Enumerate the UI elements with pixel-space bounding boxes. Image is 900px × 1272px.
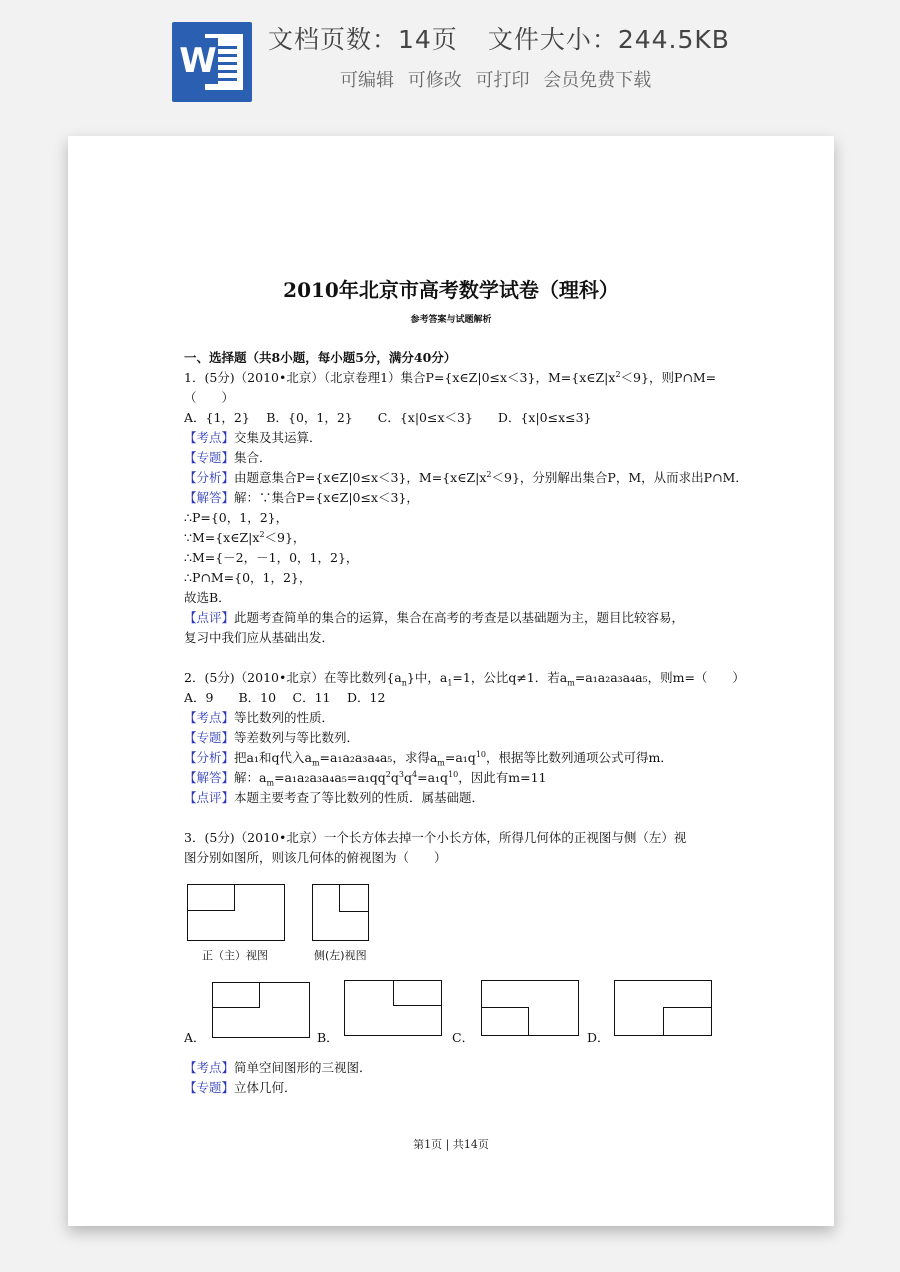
q1-jieda: 【解答】解：∵集合P={x∈Z|0≤x＜3}， bbox=[184, 490, 419, 505]
q3-stem: 3．(5分)（2010•北京）一个长方体去掉一个小长方体，所得几何体的正视图与侧（左）视 bbox=[184, 830, 687, 845]
tag-zhuanti: 【专题】 bbox=[184, 1080, 235, 1095]
q2-options: A．9 B．10 C．11 D．12 bbox=[184, 690, 386, 705]
option-d-figure bbox=[614, 980, 712, 1036]
tag-fenxi: 【分析】 bbox=[184, 470, 235, 485]
feature-modifiable: 可修改 bbox=[407, 70, 462, 91]
doc-title: 2010年北京市高考数学试卷（理科） bbox=[283, 278, 619, 302]
q1-dianping-cont: 复习中我们应从基础出发． bbox=[184, 630, 335, 645]
tag-jieda: 【解答】 bbox=[184, 770, 235, 785]
tag-jieda: 【解答】 bbox=[184, 490, 235, 505]
tag-fenxi: 【分析】 bbox=[184, 750, 235, 765]
q1-stem-cont: （ ） bbox=[184, 390, 235, 405]
tag-kaodian: 【考点】 bbox=[184, 430, 235, 445]
q2-fenxi: 【分析】把a₁和q代入$a_m=a_1a_2a_3a_4a_5$，求得$a_m=a_1q^{10}$，根据等比数列通项公式可得m． bbox=[184, 749, 673, 768]
feature-printable: 可打印 bbox=[475, 70, 530, 91]
front-view-label: 正（主）视图 bbox=[202, 949, 268, 962]
document-page bbox=[68, 136, 834, 1226]
option-a-figure bbox=[212, 982, 310, 1038]
tag-dianping: 【点评】 bbox=[184, 790, 235, 805]
feature-member-download: 会员免费下载 bbox=[543, 70, 652, 91]
q1-step1: ∴P={0，1，2}， bbox=[184, 510, 289, 525]
option-d-label: D． bbox=[587, 1030, 610, 1045]
tag-dianping: 【点评】 bbox=[184, 610, 235, 625]
q1-step3: ∴M={－2，－1，0，1，2}， bbox=[184, 550, 359, 565]
q2-dianping: 【点评】本题主要考查了等比数列的性质．属基础题． bbox=[184, 790, 485, 805]
document-info bbox=[268, 20, 730, 56]
q2-stem: 2．(5分)（2010•北京）在等比数列$\{a_n\}$中，$a_1=1$，公比q≠1．若$a_m=a_1a_2a_3a_4a_5$，则m=（ ） bbox=[184, 670, 745, 688]
side-view-figure bbox=[312, 884, 369, 941]
q2-kaodian: 【考点】等比数列的性质． bbox=[184, 710, 335, 725]
option-c-label: C． bbox=[452, 1030, 475, 1045]
q3-stem-cont: 图分别如图所，则该几何体的俯视图为（ ） bbox=[184, 850, 447, 865]
section-heading: 一、选择题（共8小题，每小题5分，满分40分） bbox=[184, 350, 457, 365]
option-c-figure bbox=[481, 980, 579, 1036]
page-footer: 第1页 | 共14页 bbox=[413, 1138, 489, 1151]
option-b-figure bbox=[344, 980, 442, 1036]
word-document-icon bbox=[172, 22, 252, 102]
tag-zhuanti: 【专题】 bbox=[184, 730, 235, 745]
q1-zhuanti: 【专题】集合． bbox=[184, 450, 272, 465]
q1-stem: 1．(5分)（2010•北京）（北京卷理1）集合P={x∈Z|0≤x＜3}，$M=\{x\in Z|x^2<9\}$，则P∩M= bbox=[184, 369, 717, 385]
side-view-label: 侧(左)视图 bbox=[314, 949, 367, 962]
doc-content bbox=[184, 348, 748, 1098]
q1-dianping: 【点评】此题考查简单的集合的运算，集合在高考的考查是以基础题为主，题目比较容易， bbox=[184, 610, 685, 625]
feature-list bbox=[340, 66, 659, 92]
q2-zhuanti: 【专题】等差数列与等比数列． bbox=[184, 730, 360, 745]
feature-editable: 可编辑 bbox=[340, 70, 394, 91]
file-size: 文件大小：244.5KB bbox=[487, 25, 730, 54]
q1-kaodian: 【考点】交集及其运算． bbox=[184, 430, 322, 445]
q1-step5: 故选B． bbox=[184, 590, 231, 605]
front-view-figure bbox=[187, 884, 285, 941]
q2-jieda: 【解答】解：$a_m=a_1a_2a_3a_4a_5=a_1qq^2q^3q^4=a_1q^{10}$，因此有m=11 bbox=[184, 769, 547, 788]
q3-figures bbox=[184, 868, 724, 1058]
header-banner bbox=[0, 0, 900, 120]
q1-step4: ∴P∩M={0，1，2}， bbox=[184, 570, 312, 585]
doc-subtitle: 参考答案与试题解析 bbox=[410, 315, 492, 325]
page-count: 文档页数：14页 bbox=[268, 25, 458, 54]
q3-kaodian: 【考点】简单空间图形的三视图． bbox=[184, 1060, 372, 1075]
tag-kaodian: 【考点】 bbox=[184, 710, 235, 725]
option-a-label: A． bbox=[184, 1030, 206, 1045]
word-icon-letter: W bbox=[178, 38, 218, 84]
q1-options: A．{1，2} B．{0，1，2} C．{x|0≤x＜3} D．{x|0≤x≤3} bbox=[184, 410, 592, 425]
q1-fenxi: 【分析】由题意集合P={x∈Z|0≤x＜3}，$M=\{x\in Z|x^2<9\}$，分别解出集合P，M，从而求出P∩M． bbox=[184, 469, 748, 485]
option-b-label: B． bbox=[317, 1030, 339, 1045]
q1-step2: $\because M=\{x\in Z|x^2<9\}$， bbox=[184, 529, 306, 545]
tag-zhuanti: 【专题】 bbox=[184, 450, 235, 465]
q3-zhuanti: 【专题】立体几何． bbox=[184, 1080, 297, 1095]
tag-kaodian: 【考点】 bbox=[184, 1060, 235, 1075]
